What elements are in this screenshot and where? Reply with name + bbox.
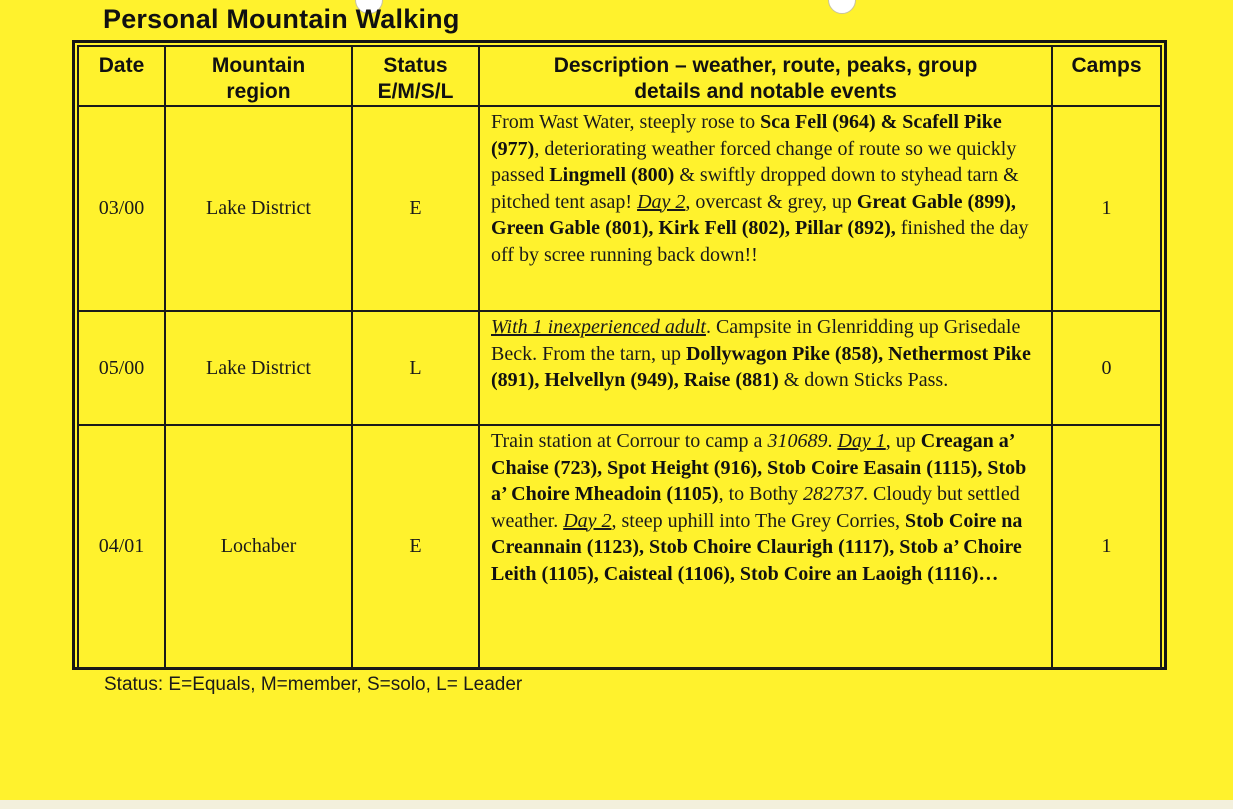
header-region-line1: Mountain — [211, 54, 306, 77]
header-date: Date — [78, 46, 165, 106]
status-cell: L — [352, 311, 479, 425]
camps-cell: 0 — [1052, 311, 1161, 425]
peak-names: Sca Fell (964) & Scafell Pike (977) — [491, 111, 1002, 160]
region-cell: Lochaber — [165, 425, 352, 668]
description-text: & down Sticks Pass. — [778, 369, 949, 391]
header-description — [479, 46, 1052, 106]
header-row — [78, 46, 1161, 106]
header-status-line1: Status — [383, 54, 448, 77]
description-text: , up — [885, 430, 921, 452]
description-text: & swiftly dropped down to styhead tarn & pitched tent asap! — [491, 164, 1019, 213]
description-text: finished the day off by scree running back down!! — [491, 217, 1029, 266]
grid-reference: 310689 — [767, 430, 828, 452]
header-description-line2: details and notable events — [634, 80, 897, 103]
peak-names: Great Gable (899), Green Gable (801), Kirk Fell (802), Pillar (892), — [491, 190, 1016, 239]
region-cell: Lake District — [165, 311, 352, 425]
description-text: , deteriorating weather forced change of route so we quickly passed — [491, 137, 1017, 186]
description-cell — [479, 311, 1052, 425]
status-legend: Status: E=Equals, M=member, S=solo, L= Leader — [104, 674, 523, 695]
description-cell — [479, 425, 1052, 668]
emphasis-underline: Day 2 — [637, 190, 686, 213]
status-cell: E — [352, 425, 479, 668]
header-region-line2: region — [226, 80, 291, 103]
header-region — [165, 46, 352, 106]
page-title: Personal Mountain Walking — [103, 4, 460, 34]
scanner-edge — [0, 800, 1233, 809]
table-row — [78, 106, 1161, 311]
description-text: , steep uphill into The Grey Corries, — [611, 509, 905, 532]
camps-cell: 1 — [1052, 106, 1161, 311]
description-cell — [479, 106, 1052, 311]
header-camps: Camps — [1052, 46, 1161, 106]
emphasis-underline: With 1 inexperienced adult — [491, 316, 706, 338]
date-cell: 05/00 — [78, 311, 165, 425]
region-cell: Lake District — [165, 106, 352, 311]
emphasis-underline: Day 1 — [837, 430, 886, 452]
table-row — [78, 311, 1161, 425]
date-cell: 04/01 — [78, 425, 165, 668]
table-row — [78, 425, 1161, 668]
header-description-line1: Description – weather, route, peaks, group — [553, 54, 978, 77]
description-text: . Cloudy but settled weather. — [491, 483, 1020, 532]
description-text: Train station at Corrour to camp a — [491, 430, 768, 452]
header-status-line2: E/M/S/L — [377, 80, 454, 103]
emphasis-underline: Day 2 — [563, 509, 612, 532]
peak-names: Stob Coire na Creannain (1123), Stob Choire Claurigh (1117), Stob a’ Choire Leith (1105), Caisteal (1106), Stob Coire an Laoigh (1116)… — [491, 509, 1023, 585]
walking-log-table-frame — [72, 40, 1167, 670]
description-text: , overcast & grey, up — [685, 190, 857, 213]
peak-names: Dollywagon Pike (858), Nethermost Pike (891), Helvellyn (949), Raise (881) — [491, 342, 1031, 391]
peak-names: Lingmell (800) — [549, 164, 675, 186]
punch-hole-right — [828, 0, 856, 14]
walking-log-table — [77, 45, 1162, 669]
date-cell: 03/00 — [78, 106, 165, 311]
header-status — [352, 46, 479, 106]
peak-names: Creagan a’ Chaise (723), Spot Height (916), Stob Coire Easain (1115), Stob a’ Choire Mheadoin (1105) — [491, 430, 1027, 505]
description-text: From Wast Water, steeply rose to — [491, 111, 761, 133]
description-text: , to Bothy — [718, 483, 804, 505]
description-text: . — [827, 430, 838, 452]
status-cell: E — [352, 106, 479, 311]
description-text: . Campsite in Glenridding up Grisedale Beck. From the tarn, up — [491, 316, 1021, 365]
camps-cell: 1 — [1052, 425, 1161, 668]
grid-reference: 282737 — [803, 483, 864, 505]
